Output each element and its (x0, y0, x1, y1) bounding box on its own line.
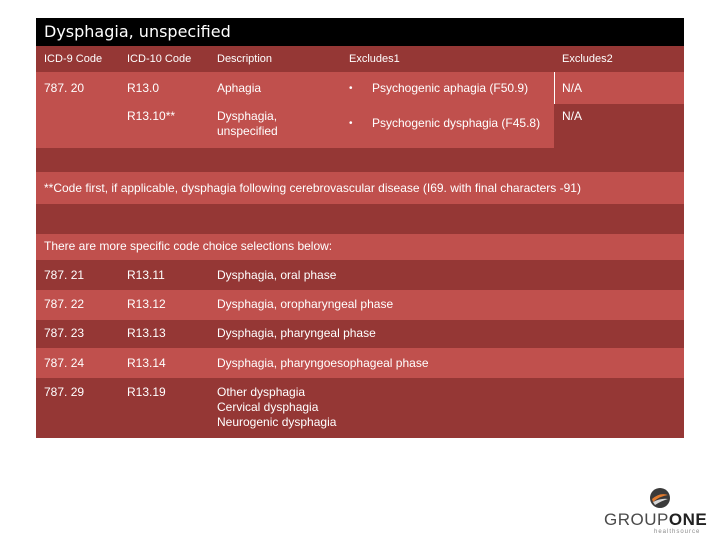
table-row (36, 104, 684, 148)
cell-icd10: R13.0 (127, 81, 160, 95)
logo-wordmark (604, 510, 707, 530)
cell-icd10: R13.14 (127, 356, 166, 370)
groupone-logo (600, 484, 720, 534)
cell-icd9: 787. 21 (44, 268, 85, 282)
subheading-row (36, 234, 684, 260)
cell-description: Other dysphagia Cervical dysphagia Neurogenic dysphagia (217, 385, 337, 429)
cell-icd9: 787. 24 (44, 356, 85, 370)
cell-description: Aphagia (217, 81, 262, 95)
spacer-row (36, 204, 684, 234)
cell-description: Dysphagia, pharyngoesophageal phase (217, 356, 429, 370)
cell-icd10: R13.19 (127, 385, 166, 399)
cell-excludes2: N/A (562, 109, 583, 123)
cell-icd10: R13.11 (127, 268, 165, 282)
cell-excludes1: Psychogenic aphagia (F50.9) (372, 81, 529, 95)
bullet-icon: • (349, 83, 353, 94)
logo-one-text: ONE (668, 510, 708, 529)
header-icd10: ICD-10 Code (127, 53, 192, 65)
cell-description: Dysphagia, oral phase (217, 268, 337, 282)
table-row (36, 260, 684, 290)
subheading-text: There are more specific code choice selections below: (44, 239, 333, 253)
header-icd9: ICD-9 Code (44, 53, 103, 65)
cell-excludes1: Psychogenic dysphagia (F45.8) (372, 116, 541, 130)
logo-group-text: GROUP (604, 510, 669, 529)
table-header-row (36, 46, 684, 72)
column-divider (554, 72, 555, 104)
cell-icd9: 787. 22 (44, 297, 85, 311)
cell-icd10: R13.12 (127, 297, 166, 311)
cell-icd10: R13.10** (127, 109, 176, 123)
table-row (36, 320, 684, 348)
cell-icd9: 787. 29 (44, 385, 85, 399)
cell-description: Dysphagia, oropharyngeal phase (217, 297, 394, 311)
table-row (36, 348, 684, 378)
cell-description: Dysphagia, pharyngeal phase (217, 326, 376, 340)
table-row (36, 72, 684, 104)
cell-icd9: 787. 23 (44, 326, 85, 340)
table-row (36, 290, 684, 320)
spacer-row (36, 148, 684, 172)
bullet-icon: • (349, 118, 353, 129)
header-description: Description (217, 53, 273, 65)
slide-title: Dysphagia, unspecified (36, 18, 684, 46)
cell-icd10: R13.13 (127, 326, 166, 340)
header-excludes1: Excludes1 (349, 53, 400, 65)
logo-swoosh-icon (648, 486, 672, 510)
cell-icd9: 787. 20 (44, 81, 85, 95)
header-excludes2: Excludes2 (562, 53, 613, 65)
cell-excludes2: N/A (562, 81, 583, 95)
table-row (36, 378, 684, 438)
logo-subtitle: healthsource (654, 529, 701, 535)
footnote-row (36, 172, 684, 204)
footnote-text: **Code first, if applicable, dysphagia following cerebrovascular disease (I69. with final characters -91) (44, 181, 581, 195)
cell-description: Dysphagia, unspecified (217, 109, 278, 138)
